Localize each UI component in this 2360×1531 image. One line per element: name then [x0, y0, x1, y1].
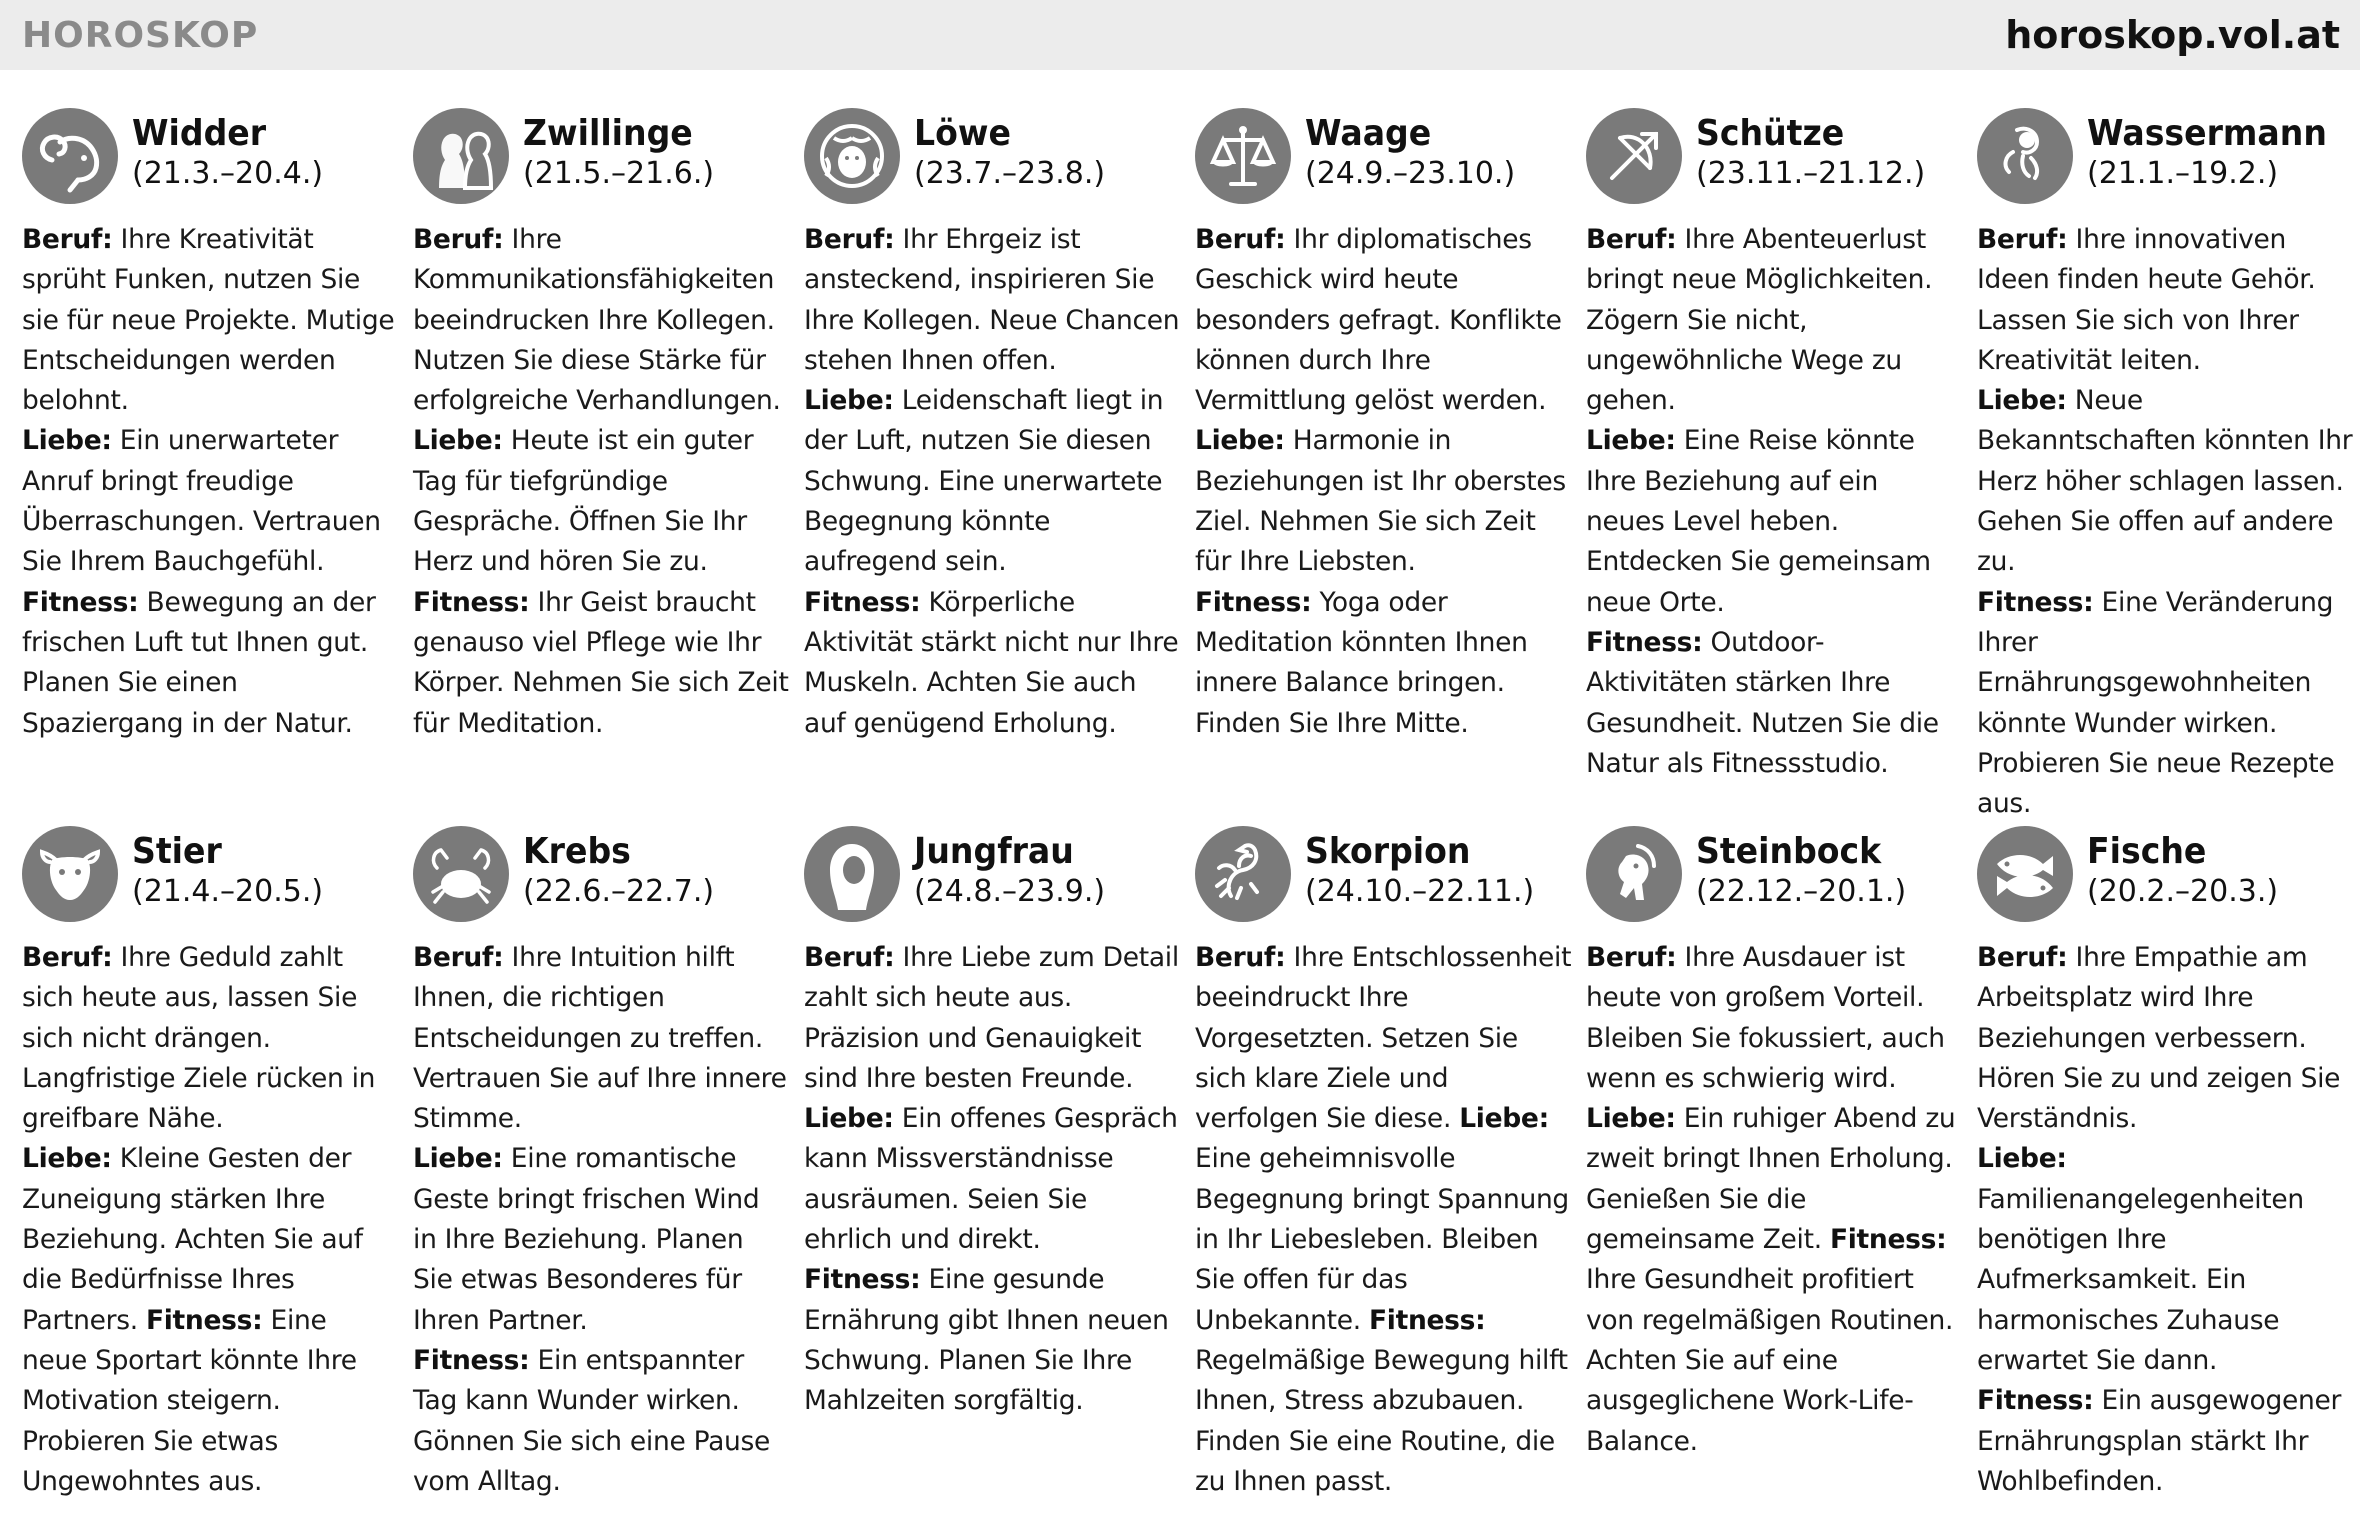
beruf-text: Ihre Ausdauer ist heute von großem Vorteil. Bleiben Sie fokussiert, auch wenn es schwierig wird. [1586, 942, 1945, 1094]
fitness-text: Ihr Geist braucht genauso viel Pflege wie Ihr Körper. Nehmen Sie sich Zeit für Meditation. [413, 586, 789, 739]
sign-waage [1195, 108, 1586, 826]
beruf-label: Beruf: [1977, 224, 2068, 255]
beruf-text: Ihre Kommunikationsfähigkeiten beeindrucken Ihre Kollegen. Nutzen Sie diese Stärke für erfolgreiche Verhandlungen. [413, 224, 781, 417]
fitness-text: Bewegung an der frischen Luft tut Ihnen gut. Planen Sie einen Spaziergang in der Natur. [22, 586, 376, 739]
liebe-label: Liebe: [804, 1103, 894, 1135]
beruf-label: Beruf: [804, 224, 895, 255]
sign-date: (21.4.–20.5.) [132, 874, 324, 909]
liebe-label: Liebe: [1977, 385, 2067, 417]
fitness-label: Fitness: [1368, 1304, 1486, 1336]
sign-text [1195, 220, 1572, 744]
liebe-text: Familienangelegenheiten benötigen Ihre Aufmerksamkeit. Ein harmonisches Zuhause erwartet Sie dann. [1977, 1183, 2304, 1376]
fitness-text: Ihre Gesundheit profitiert von regelmäßigen Routinen. Achten Sie auf eine ausgeglichene Work-Life-Balance. [1586, 1264, 1954, 1457]
sign-name: Wassermann [2087, 113, 2327, 154]
beruf-label: Beruf: [804, 942, 895, 973]
sign-name: Skorpion [1305, 831, 1471, 872]
fitness-text: Körperliche Aktivität stärkt nicht nur Ihre Muskeln. Achten Sie auch auf genügend Erholung. [804, 586, 1179, 739]
sign-date: (23.7.–23.8.) [914, 156, 1106, 191]
fitness-label: Fitness: [413, 586, 530, 618]
fitness-label: Fitness: [804, 586, 921, 618]
fitness-label: Fitness: [1977, 586, 2094, 618]
beruf-text: Ihre Entschlossenheit beeindruckt Ihre Vorgesetzten. Setzen Sie sich klare Ziele und verfolgen Sie diese. [1195, 942, 1572, 1135]
beruf-text: Ihre innovativen Ideen finden heute Gehör. Lassen Sie sich von Ihrer Kreativität leiten. [1977, 224, 2316, 376]
liebe-text: Ein offenes Gespräch kann Missverständnisse ausräumen. Seien Sie ehrlich und direkt. [804, 1103, 1178, 1256]
sign-name: Schütze [1696, 113, 1845, 154]
fitness-text: Eine Veränderung Ihrer Ernährungsgewohnheiten könnte Wunder wirken. Probieren Sie neue Rezepte aus. [1977, 586, 2335, 820]
beruf-text: Ihre Empathie am Arbeitsplatz wird Ihre Beziehungen verbessern. Hören Sie zu und zeigen Sie Verständnis. [1977, 942, 2341, 1135]
liebe-text: Harmonie in Beziehungen ist Ihr oberstes Ziel. Nehmen Sie sich Zeit für Ihre Liebsten. [1195, 425, 1566, 578]
fitness-text: Regelmäßige Bewegung hilft Ihnen, Stress abzubauen. Finden Sie eine Routine, die zu Ihnen passt. [1195, 1344, 1568, 1497]
beruf-text: Ihr diplomatisches Geschick wird heute besonders gefragt. Konflikte können durch Ihre Vermittlung gelöst werden. [1195, 224, 1562, 417]
liebe-text: Ein ruhiger Abend zu zweit bringt Ihnen Erholung. Genießen Sie die gemeinsame Zeit. [1586, 1103, 1956, 1256]
fitness-label: Fitness: [22, 586, 139, 618]
sign-date: (21.3.–20.4.) [132, 156, 324, 191]
page-header [0, 0, 2360, 70]
liebe-text: Heute ist ein guter Tag für tiefgründige Gespräche. Öffnen Sie Ihr Herz und hören Sie zu. [413, 425, 754, 578]
sign-text [1586, 938, 1963, 1462]
liebe-label: Liebe: [413, 425, 503, 457]
liebe-text: Neue Bekanntschaften könnten Ihr Herz höher schlagen lassen. Gehen Sie offen auf andere zu. [1977, 385, 2353, 578]
fitness-label: Fitness: [1586, 626, 1703, 658]
liebe-text: Eine geheimnisvolle Begegnung bringt Spannung in Ihr Liebesleben. Bleiben Sie offen für das Unbekannte. [1195, 1143, 1569, 1336]
beruf-text: Ihre Liebe zum Detail zahlt sich heute aus. Präzision und Genauigkeit sind Ihre besten Freunde. [804, 942, 1179, 1094]
sign-widder [22, 108, 413, 826]
fitness-label: Fitness: [145, 1304, 263, 1336]
sign-text [22, 938, 399, 1502]
sign-date: (22.12.–20.1.) [1696, 874, 1907, 909]
beruf-label: Beruf: [1977, 942, 2068, 973]
sign-skorpion [1195, 826, 1586, 1516]
beruf-text: Ihr Ehrgeiz ist ansteckend, inspirieren Sie Ihre Kollegen. Neue Chancen stehen Ihnen offen. [804, 224, 1180, 376]
liebe-label: Liebe: [1459, 1103, 1549, 1135]
sign-zwillinge [413, 108, 804, 826]
sign-text [1977, 938, 2354, 1502]
scales-icon [1195, 108, 1291, 204]
sign-date: (20.2.–20.3.) [2087, 874, 2279, 909]
beruf-label: Beruf: [22, 224, 113, 255]
sign-schuetze [1586, 108, 1977, 826]
sign-text [804, 220, 1181, 744]
liebe-text: Eine Reise könnte Ihre Beziehung auf ein neues Level heben. Entdecken Sie gemeinsam neue Orte. [1586, 425, 1931, 618]
fitness-text: Eine neue Sportart könnte Ihre Motivation steigern. Probieren Sie etwas Ungewohntes aus. [22, 1304, 357, 1497]
liebe-text: Eine romantische Geste bringt frischen Wind in Ihre Beziehung. Planen Sie etwas Besonderes für Ihren Partner. [413, 1143, 760, 1336]
sign-name: Stier [132, 831, 222, 872]
sign-text [413, 938, 790, 1502]
fitness-text: Ein entspannter Tag kann Wunder wirken. Gönnen Sie sich eine Pause vom Alltag. [413, 1344, 771, 1497]
sign-loewe [804, 108, 1195, 826]
fitness-label: Fitness: [804, 1264, 921, 1296]
fitness-text: Yoga oder Meditation könnten Ihnen innere Balance bringen. Finden Sie Ihre Mitte. [1195, 586, 1528, 739]
sign-date: (21.1.–19.2.) [2087, 156, 2279, 191]
sign-text [413, 220, 790, 744]
beruf-label: Beruf: [413, 224, 504, 255]
sign-jungfrau [804, 826, 1195, 1516]
sign-stier [22, 826, 413, 1516]
beruf-label: Beruf: [413, 942, 504, 973]
liebe-text: Kleine Gesten der Zuneigung stärken Ihre Beziehung. Achten Sie auf die Bedürfnisse Ihres Partners. [22, 1143, 363, 1336]
liebe-label: Liebe: [22, 1143, 112, 1175]
sign-date: (22.6.–22.7.) [523, 874, 715, 909]
beruf-text: Ihre Geduld zahlt sich heute aus, lassen Sie sich nicht drängen. Langfristige Ziele rücken in greifbare Nähe. [22, 942, 376, 1135]
virgin-icon [804, 826, 900, 922]
lion-icon [804, 108, 900, 204]
sign-text [22, 220, 399, 744]
site-url: horoskop.vol.at [2005, 13, 2340, 57]
horoscope-grid [22, 108, 2352, 1516]
sign-text [1195, 938, 1572, 1502]
sign-name: Jungfrau [914, 831, 1074, 872]
liebe-label: Liebe: [413, 1143, 503, 1175]
fitness-text: Outdoor-Aktivitäten stärken Ihre Gesundheit. Nutzen Sie die Natur als Fitnessstudio. [1586, 626, 1939, 779]
fish-icon [1977, 826, 2073, 922]
sign-text [804, 938, 1181, 1422]
beruf-label: Beruf: [1195, 224, 1286, 255]
sign-date: (21.5.–21.6.) [523, 156, 715, 191]
liebe-label: Liebe: [1586, 1103, 1676, 1135]
sign-date: (24.10.–22.11.) [1305, 874, 1535, 909]
sign-steinbock [1586, 826, 1977, 1516]
beruf-label: Beruf: [1586, 224, 1677, 255]
fitness-label: Fitness: [1195, 586, 1312, 618]
sign-date: (23.11.–21.12.) [1696, 156, 1926, 191]
liebe-text: Leidenschaft liegt in der Luft, nutzen Sie diesen Schwung. Eine unerwartete Begegnung könnte aufregend sein. [804, 385, 1164, 578]
sign-name: Waage [1305, 113, 1432, 154]
page-title: HOROSKOP [22, 14, 259, 56]
sign-krebs [413, 826, 804, 1516]
archer-icon [1586, 108, 1682, 204]
sign-name: Widder [132, 113, 267, 154]
fitness-text: Eine gesunde Ernährung gibt Ihnen neuen Schwung. Planen Sie Ihre Mahlzeiten sorgfältig. [804, 1264, 1169, 1417]
fitness-label: Fitness: [413, 1344, 530, 1376]
fitness-label: Fitness: [1829, 1224, 1947, 1256]
liebe-label: Liebe: [22, 425, 112, 457]
sign-name: Fische [2087, 831, 2207, 872]
fitness-label: Fitness: [1977, 1385, 2094, 1417]
scorpion-icon [1195, 826, 1291, 922]
twins-icon [413, 108, 509, 204]
liebe-label: Liebe: [1977, 1143, 2067, 1175]
sign-date: (24.8.–23.9.) [914, 874, 1106, 909]
fitness-text: Ein ausgewogener Ernährungsplan stärkt Ihr Wohlbefinden. [1977, 1385, 2342, 1497]
beruf-label: Beruf: [1195, 942, 1286, 973]
sign-name: Zwillinge [523, 113, 693, 154]
sign-text [1977, 220, 2354, 824]
liebe-text: Ein unerwarteter Anruf bringt freudige Überraschungen. Vertrauen Sie Ihrem Bauchgefühl. [22, 425, 381, 578]
beruf-label: Beruf: [1586, 942, 1677, 973]
beruf-text: Ihre Abenteuerlust bringt neue Möglichkeiten. Zögern Sie nicht, ungewöhnliche Wege zu gehen. [1586, 224, 1933, 417]
bull-icon [22, 826, 118, 922]
water-bearer-icon [1977, 108, 2073, 204]
liebe-label: Liebe: [804, 385, 894, 417]
sign-wassermann [1977, 108, 2360, 826]
sign-text [1586, 220, 1963, 784]
sign-name: Steinbock [1696, 831, 1882, 872]
liebe-label: Liebe: [1195, 425, 1285, 457]
crab-icon [413, 826, 509, 922]
ram-icon [22, 108, 118, 204]
goat-icon [1586, 826, 1682, 922]
sign-name: Krebs [523, 831, 631, 872]
beruf-text: Ihre Intuition hilft Ihnen, die richtigen Entscheidungen zu treffen. Vertrauen Sie auf Ihre innere Stimme. [413, 942, 787, 1135]
liebe-label: Liebe: [1586, 425, 1676, 457]
beruf-text: Ihre Kreativität sprüht Funken, nutzen Sie sie für neue Projekte. Mutige Entscheidungen werden belohnt. [22, 224, 395, 417]
sign-name: Löwe [914, 113, 1011, 154]
sign-fische [1977, 826, 2360, 1516]
sign-date: (24.9.–23.10.) [1305, 156, 1516, 191]
beruf-label: Beruf: [22, 942, 113, 973]
